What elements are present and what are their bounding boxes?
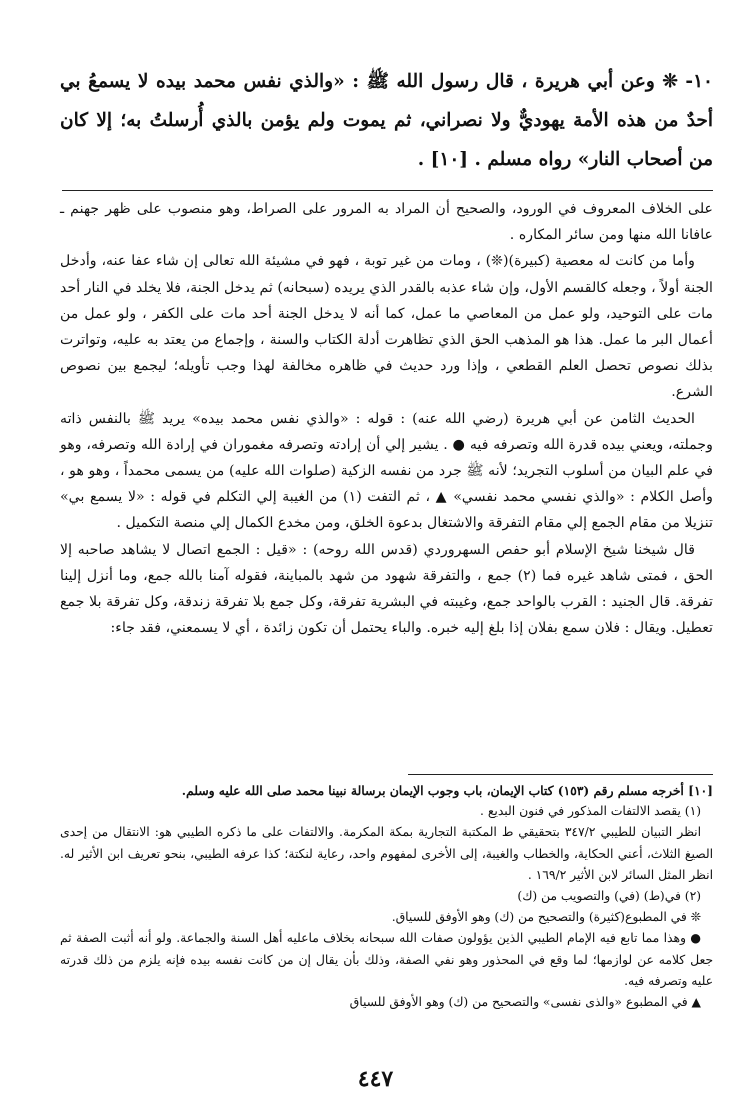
footnote: (١) يقصد الالتفات المذكور في فنون البديع . <box>480 804 701 819</box>
footnote: ▲ في المطبوع «والذى نفسى» والتصحيح من (ك) وهو الأوفق للسياق <box>349 995 701 1010</box>
commentary-paragraph: وأما من كانت له معصية (كبيرة)(❊) ، ومات من غير توبة ، فهو في مشيئة الله تعالى إن شاء عفا عنه، وأدخل الجنة أولاً ، وجعله كالقسم الأول، وإن شاء عذبه بالقدر الذي يريده (سبحانه) ثم يدخل الجنة، فلا يخلد في النار أحد مات على التوحيد، ولو عمل من المعاصي ما عمل، كما أنه لا يدخل الجنة أحد مات على الكفر ، ولو عمل من أعمال البر ما عمل. هذا هو المذهب الحق الذي تظاهرت أدلة الكتاب والسنة ، وإجماع من يعتد به عليه، وتواترت بذلك نصوص تحصل العلم القطعي ، وإذا ورد حديث في ظاهره مخالفة لهذا وجب تأويله؛ ليجمع بين نصوص الشرع. <box>60 253 713 401</box>
commentary-paragraph: الحديث الثامن عن أبي هريرة (رضي الله عنه) : قوله : «والذي نفس محمد بيده» يريد ﷺ بالنفس ذاته وجملته، ويعني بيده قدرة الله وتصرفه فيه ● . يشير إلي أن إرادته وتصرفه مغموران في إرادة الله وتصرفه، وهو في علم البيان من أسلوب التجريد؛ لأنه ﷺ جرد من نفسه الزكية (صلوات الله عليه) من يسمى محمداً ، وهو هو ، وأصل الكلام : «والذي نفسي محمد نفسي» ▲ ، ثم التفت (١) من الغيبة إلي التكلم في قوله : «لا يسمع بي» تنزيلا من مقام الجمع إلي مقام التفرقة والاشتغال بدعوة الخلق، ومن مخدع الكمال إلي منصة التكميل . <box>60 410 714 532</box>
hadith-text: ١٠- ❊ وعن أبي هريرة ، قال رسول الله ﷺ : «والذي نفس محمد بيده لا يسمعُ بي أحدٌ من هذه الأمة يهوديٌّ ولا نصراني، ثم يموت ولم يؤمن بالذي أُرسلتُ به؛ إلا كان من أصحاب النار» رواه مسلم . [١٠] . <box>60 71 713 170</box>
commentary-paragraph: على الخلاف المعروف في الورود، والصحيح أن المراد به المرور على الصراط، وهو منصوب على ظهر جهنم ـ عافانا الله منها ومن سائر المكاره . <box>60 201 713 244</box>
footnote: انظر التبيان للطيبي ٣٤٧/٢ بتحقيقي ط المكتبة التجارية بمكة المكرمة. والالتفات على ما ذكره الطيبي هو: الانتقال من إحدى الصيغ الثلاث، أعني الحكاية، والخطاب والغيبة، إلى الأخرى لمفهوم واحد، رعاية لنكتة؛ كذا عرفه الطيبي، بنحو تعريف ابن الأثير له. انظر المثل السائر لابن الأثير ١٦٩/٢ . <box>60 825 713 882</box>
commentary-section <box>60 196 713 641</box>
commentary-paragraph: قال شيخنا شيخ الإسلام أبو حفص السهروردي (قدس الله روحه) : «قيل : الجمع اتصال لا يشاهد صاحبه إلا الحق ، فمتى شاهد غيره فما (٢) جمع ، والتفرقة شهود من شهد بالمباينة، فقوله آمنا بالله جمع، وما أنزل إلينا تفرقة. قال الجنيد : القرب بالواحد جمع، وغيبته في البشرية تفرقة، وكل جمع بلا تفرقة زندقة، وكل تفرقة بلا جمع تعطيل. ويقال : فلان سمع بفلان إذا بلغ إليه خبره. والباء يحتمل أن تكون زائدة ، أي لا يسمعني، فقد جاء: <box>60 541 713 637</box>
footnote: ❊ في المطبوع(كثيرة) والتصحيح من (ك) وهو الأوفق للسياق. <box>391 910 701 925</box>
footnotes-section <box>60 780 713 1013</box>
footnote: (٢) في(ط) (في) والتصويب من (ك) <box>517 889 701 904</box>
page-number: ٤٤٧ <box>357 1066 394 1092</box>
footnote: [١٠] أخرجه مسلم رقم (١٥٣) كتاب الإيمان، باب وجوب الإيمان برسالة نبينا محمد صلى الله عليه وسلم. <box>181 783 713 798</box>
footnote: ● وهذا مما تابع فيه الإمام الطيبي الذين يؤولون صفات الله سبحانه بخلاف ماعليه أهل السنة والجماعة. ولو أنه أثبت الصفة ثم جعل كلامه عن لوازمها؛ لما وقع في المحذور وهو نفي الصفة، وذلك بأن يقال إن من كانت نفسه بيده فإنه يلزم من ذلك قدرته عليه وتصرفه فيه. <box>60 931 713 988</box>
separator-line <box>62 190 713 191</box>
footnote-separator <box>408 774 713 775</box>
